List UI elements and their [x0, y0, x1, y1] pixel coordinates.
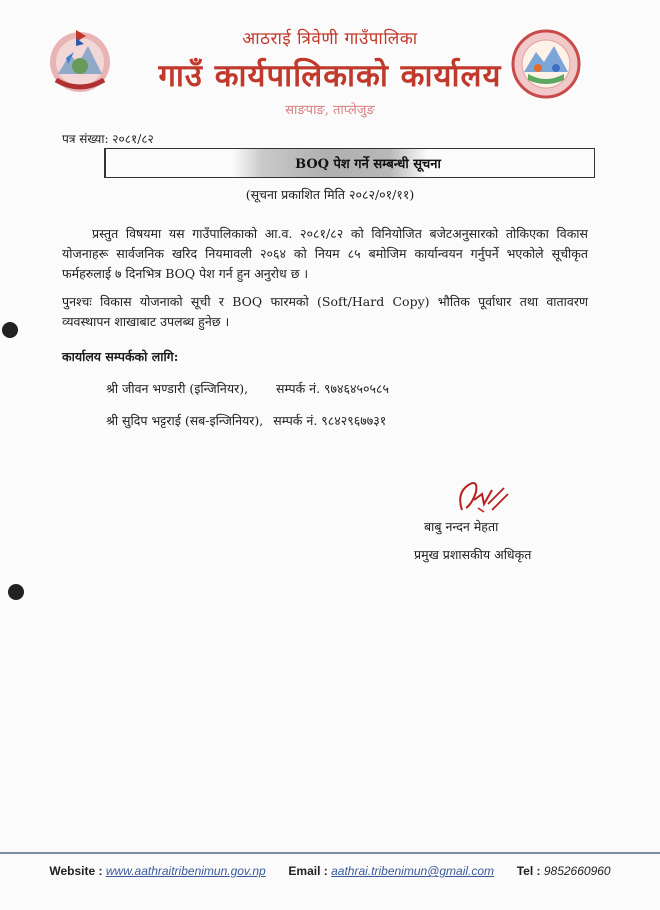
punch-hole — [2, 322, 18, 338]
contact-name: श्री जीवन भण्डारी (इन्जिनियर), — [106, 381, 249, 396]
notice-title: BOQ पेश गर्ने सम्बन्धी सूचना — [295, 157, 441, 172]
website-label: Website : — [49, 864, 103, 878]
publish-date: (सूचना प्रकाशित मिति २०८२/०१/११) — [245, 187, 415, 202]
reference-number: पत्र संख्या: २०८१/८२ — [62, 132, 154, 146]
contact-row — [106, 412, 386, 429]
punch-hole — [8, 584, 24, 600]
contact-row — [106, 380, 389, 397]
tel-label: Tel : — [516, 864, 541, 878]
tel-number: 9852660960 — [543, 864, 611, 878]
office-address: साङपाङ, ताप्लेजुङ — [285, 103, 375, 118]
footer-rule — [0, 852, 660, 854]
signatory-name: बाबु नन्दन मेहता — [424, 519, 499, 534]
contact-phone: सम्पर्क नं. ९७४६४५०५८५ — [276, 381, 390, 396]
website-link[interactable]: www.aathraitribenimun.gov.np — [105, 864, 266, 878]
footer — [0, 864, 660, 878]
body-paragraph-1: प्रस्तुत विषयमा यस गाउँपालिकाको आ.व. २०८१/८२ को विनियोजित बजेटअनुसारको तोकिएका विकास योजनाहरू सार्वजनिक खरिद नियमावली २०६४ को नियम ८५ बमोजिम कार्यान्वयन गर्नुपर्ने भएकोले सूचीकृत फर्महरुलाई ७ दिनभित्र BOQ पेश गर्न हुन अनुरोध छ । — [62, 226, 588, 281]
email-label: Email : — [288, 864, 328, 878]
notice-title-box — [104, 148, 595, 178]
body-paragraph-2: पुनश्चः विकास योजनाको सूची र BOQ फारमको (Soft/Hard Copy) भौतिक पूर्वाधार तथा वातावरण व्यवस्थापन शाखाबाट उपलब्ध हुनेछ । — [62, 294, 588, 329]
signatory-title: प्रमुख प्रशासकीय अधिकृत — [414, 547, 532, 562]
contact-heading: कार्यालय सम्पर्कको लागि: — [62, 349, 179, 364]
email-link[interactable]: aathrai.tribenimun@gmail.com — [331, 864, 495, 878]
contact-name: श्री सुदिप भट्टराई (सब-इन्जिनियर), — [106, 413, 264, 428]
contact-phone: सम्पर्क नं. ९८४२९६७७३१ — [273, 413, 387, 428]
municipality-logo-icon — [510, 28, 582, 100]
office-name: गाउँ कार्यपालिकाको कार्यालय — [158, 58, 502, 94]
municipality-name: आठराई त्रिवेणी गाउँपालिका — [242, 29, 418, 49]
